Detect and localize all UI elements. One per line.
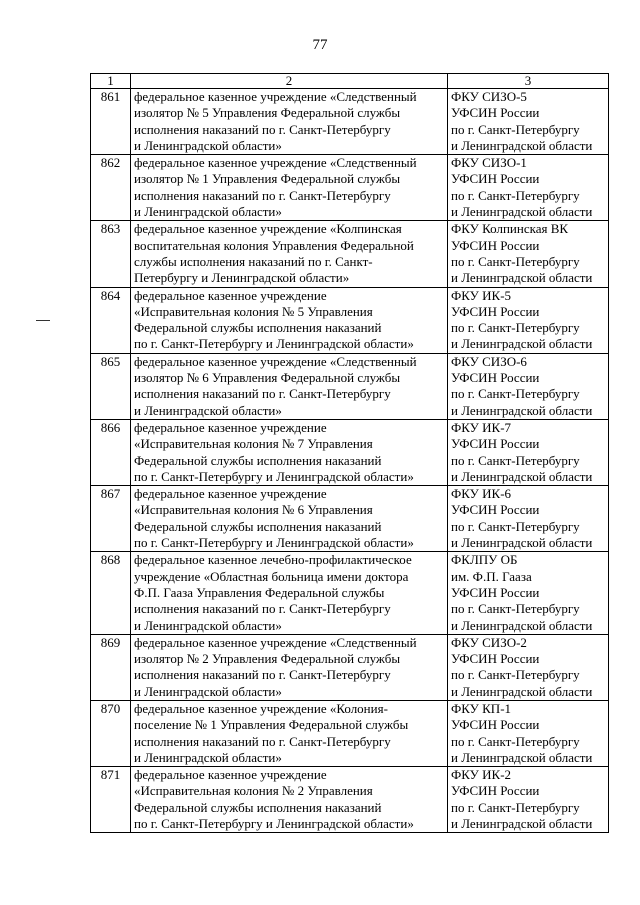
column-header-name: 2 [131, 74, 448, 89]
institution-short-name: ФКУ СИЗО-5 УФСИН России по г. Санкт-Петербургу и Ленинградской области [448, 89, 609, 155]
institution-full-name: федеральное казенное учреждение «Колпинская воспитательная колония Управления Федеральной службы исполнения наказаний по г. Санкт- Петербургу и Ленинградской области» [131, 221, 448, 287]
row-number: 864 [91, 287, 131, 353]
table-row [91, 700, 609, 766]
institutions-table [90, 73, 609, 833]
institution-full-name: федеральное казенное лечебно-профилактическое учреждение «Областная больница имени доктора Ф.П. Гааза Управления Федеральной службы исполнения наказаний по г. Санкт-Петербургу и Ленинградской области» [131, 552, 448, 634]
institution-short-name: ФКУ СИЗО-6 УФСИН России по г. Санкт-Петербургу и Ленинградской области [448, 353, 609, 419]
table-row [91, 353, 609, 419]
row-number: 861 [91, 89, 131, 155]
institution-full-name: федеральное казенное учреждение «Колония- поселение № 1 Управления Федеральной службы исполнения наказаний по г. Санкт-Петербургу и Ленинградской области» [131, 700, 448, 766]
institution-full-name: федеральное казенное учреждение «Исправительная колония № 2 Управления Федеральной службы исполнения наказаний по г. Санкт-Петербургу и Ленинградской области» [131, 767, 448, 833]
row-number: 870 [91, 700, 131, 766]
table-row [91, 419, 609, 485]
institution-short-name: ФКУ Колпинская ВК УФСИН России по г. Санкт-Петербургу и Ленинградской области [448, 221, 609, 287]
page-number: 77 [312, 37, 328, 53]
institution-full-name: федеральное казенное учреждение «Исправительная колония № 6 Управления Федеральной службы исполнения наказаний по г. Санкт-Петербургу и Ленинградской области» [131, 486, 448, 552]
row-number: 869 [91, 634, 131, 700]
table-row [91, 767, 609, 833]
row-number: 867 [91, 486, 131, 552]
row-number: 866 [91, 419, 131, 485]
institution-full-name: федеральное казенное учреждение «Следственный изолятор № 6 Управления Федеральной службы исполнения наказаний по г. Санкт-Петербургу и Ленинградской области» [131, 353, 448, 419]
table-body [91, 89, 609, 833]
table-row [91, 486, 609, 552]
institution-short-name: ФКУ ИК-6 УФСИН России по г. Санкт-Петербургу и Ленинградской области [448, 486, 609, 552]
row-number: 871 [91, 767, 131, 833]
row-number: 863 [91, 221, 131, 287]
institution-short-name: ФКУ ИК-2 УФСИН России по г. Санкт-Петербургу и Ленинградской области [448, 767, 609, 833]
institution-full-name: федеральное казенное учреждение «Следственный изолятор № 1 Управления Федеральной службы исполнения наказаний по г. Санкт-Петербургу и Ленинградской области» [131, 155, 448, 221]
row-number: 868 [91, 552, 131, 634]
table-row [91, 634, 609, 700]
institution-short-name: ФКУ СИЗО-1 УФСИН России по г. Санкт-Петербургу и Ленинградской области [448, 155, 609, 221]
row-number: 862 [91, 155, 131, 221]
column-header-number: 1 [91, 74, 131, 89]
institution-short-name: ФКУ СИЗО-2 УФСИН России по г. Санкт-Петербургу и Ленинградской области [448, 634, 609, 700]
table-row [91, 155, 609, 221]
institution-short-name: ФКУ КП-1 УФСИН России по г. Санкт-Петербургу и Ленинградской области [448, 700, 609, 766]
column-header-abbreviation: 3 [448, 74, 609, 89]
institution-full-name: федеральное казенное учреждение «Следственный изолятор № 5 Управления Федеральной службы исполнения наказаний по г. Санкт-Петербургу и Ленинградской области» [131, 89, 448, 155]
institution-short-name: ФКЛПУ ОБ им. Ф.П. Гааза УФСИН России по г. Санкт-Петербургу и Ленинградской области [448, 552, 609, 634]
row-number: 865 [91, 353, 131, 419]
institution-full-name: федеральное казенное учреждение «Исправительная колония № 5 Управления Федеральной службы исполнения наказаний по г. Санкт-Петербургу и Ленинградской области» [131, 287, 448, 353]
institution-full-name: федеральное казенное учреждение «Исправительная колония № 7 Управления Федеральной службы исполнения наказаний по г. Санкт-Петербургу и Ленинградской области» [131, 419, 448, 485]
table-row [91, 552, 609, 634]
table-row [91, 221, 609, 287]
table-row [91, 287, 609, 353]
table-row [91, 89, 609, 155]
margin-mark [36, 320, 50, 321]
institution-full-name: федеральное казенное учреждение «Следственный изолятор № 2 Управления Федеральной службы исполнения наказаний по г. Санкт-Петербургу и Ленинградской области» [131, 634, 448, 700]
institution-short-name: ФКУ ИК-5 УФСИН России по г. Санкт-Петербургу и Ленинградской области [448, 287, 609, 353]
institution-short-name: ФКУ ИК-7 УФСИН России по г. Санкт-Петербургу и Ленинградской области [448, 419, 609, 485]
table-header-row [91, 74, 609, 89]
